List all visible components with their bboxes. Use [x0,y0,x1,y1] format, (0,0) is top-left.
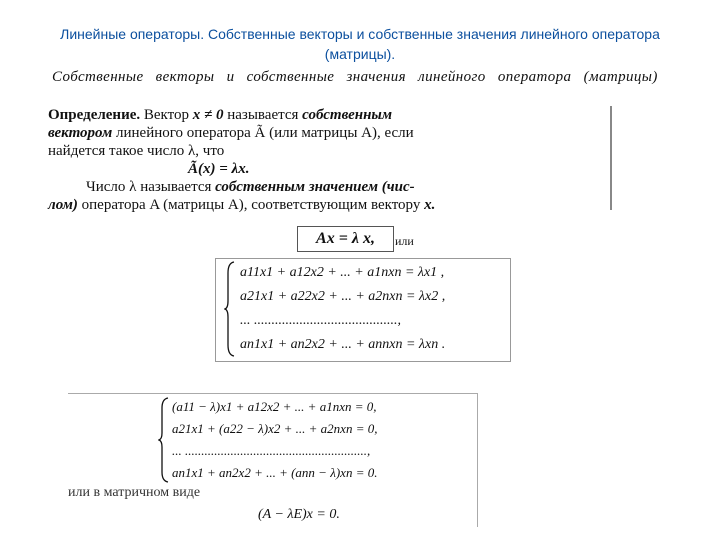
eigen-equation: Ã(x) = λx. [188,161,250,177]
definition-text: найдется такое число λ, что [48,143,225,159]
left-brace-icon [224,261,236,357]
matrix-equation: (A − λE)x = 0. [258,507,340,522]
term-paren: (чис- [378,179,415,195]
system-row: a11x1 + a12x2 + ... + a1nxn = λx1 , [240,265,445,280]
section-heading: Собственные векторы и собственные значения линейного оператора (матрицы) [52,69,658,85]
definition-line-2 [48,124,608,142]
definition-text: Вектор [140,107,193,123]
vector-condition: x ≠ 0 [192,107,224,123]
definition-line-3 [48,142,608,160]
term-paren-end: лом) [48,197,78,213]
definition-text: линейного оператора Ã (или матрицы A), если [112,125,414,141]
system-row: (a11 − λ)x1 + a12x2 + ... + a1nxn = 0, [172,399,377,414]
linear-system-2 [68,393,478,527]
divider [68,393,478,394]
definition-line-5 [86,178,646,196]
scan-edge [610,106,612,210]
term-vector: вектором [48,125,113,141]
system-row: ... ........................................., [240,313,401,328]
definition-line-1 [48,106,608,124]
definition-line-6 [48,196,608,214]
term-eigen: собственным [302,107,393,123]
definition-lead: Определение. [48,107,141,123]
definition-text: Число λ называется [86,179,216,195]
vector-x: x. [424,197,436,213]
definition-text: называется [223,107,303,123]
matrix-form-label: или в матричном виде [68,485,201,500]
system-row: an1x1 + an2x2 + ... + (ann − λ)xn = 0. [172,465,378,480]
or-label: или [395,234,414,248]
linear-system-1 [215,258,511,362]
definition-text: оператора A (матрицы A), соответствующим вектору [77,197,425,213]
definition-block [48,106,608,214]
system-row: ... ........................................................, [172,443,371,458]
system-row: an1x1 + an2x2 + ... + annxn = λxn . [240,337,446,352]
boxed-equation: Ax = λ x, [297,226,394,252]
divider [477,393,478,527]
system-row: a21x1 + a22x2 + ... + a2nxn = λx2 , [240,289,446,304]
term-eigenvalue: собственным значением [215,179,379,195]
definition-line-4 [188,160,720,178]
left-brace-icon [158,397,170,483]
slide-title: Линейные операторы. Собственные векторы и собственные значения линейного оператора (матрицы). [60,26,660,62]
system-row: a21x1 + (a22 − λ)x2 + ... + a2nxn = 0, [172,421,378,436]
